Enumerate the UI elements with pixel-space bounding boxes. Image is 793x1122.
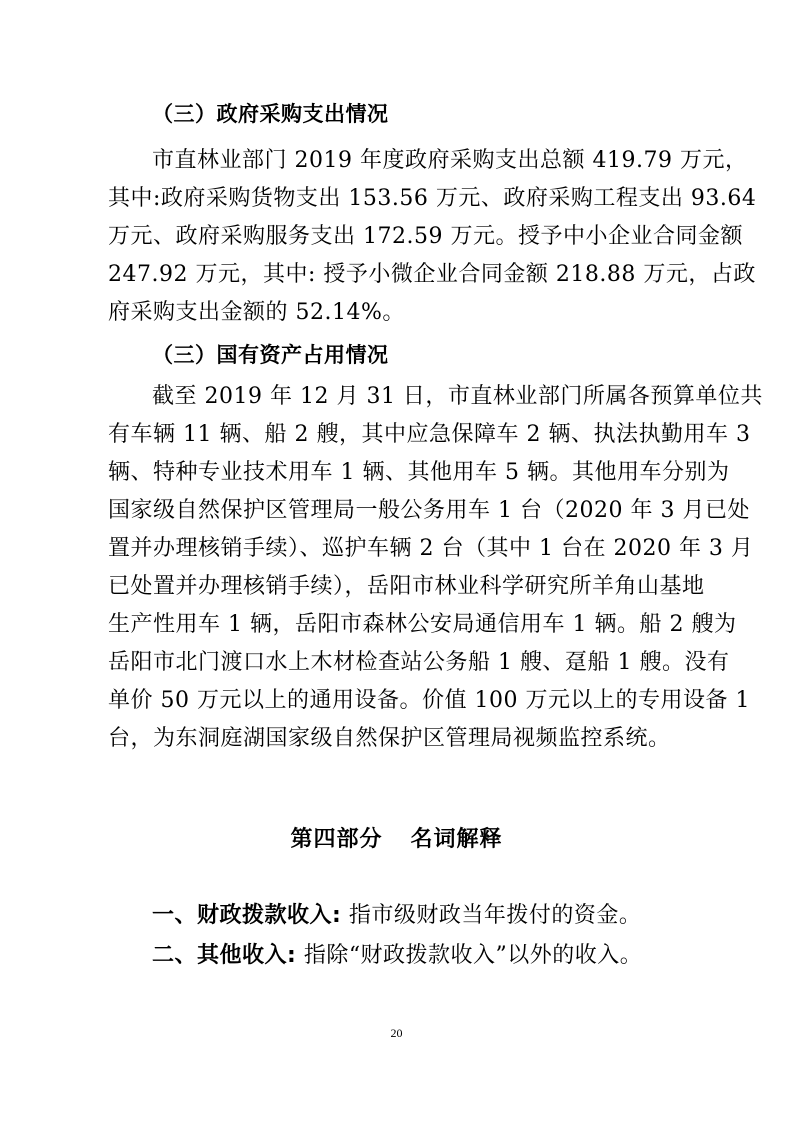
procurement-line-2: 其中:政府采购货物支出 153.56 万元、政府采购工程支出 93.64	[108, 186, 757, 211]
procurement-heading: （三）政府采购支出情况	[152, 102, 389, 126]
procurement-line-4: 247.92 万元，其中: 授予小微企业合同金额 218.88 万元，占政	[108, 262, 756, 287]
assets-line-2: 有车辆 11 辆、船 2 艘，其中应急保障车 2 辆、执法执勤用车 3	[108, 422, 751, 447]
assets-line-9: 单价 50 万元以上的通用设备。价值 100 万元以上的专用设备 1	[108, 688, 750, 713]
page-number: 20	[390, 1026, 403, 1040]
part-four-title	[0, 824, 793, 856]
assets-line-6: 已处置并办理核销手续），岳阳市林业科学研究所羊角山基地	[108, 574, 705, 599]
term-item-1	[152, 900, 730, 932]
term-label-1: 一、财政拨款收入:	[152, 903, 342, 928]
term-label-2: 二、其他收入:	[152, 943, 297, 968]
term-item-2	[152, 940, 730, 972]
assets-line-1: 截至 2019 年 12 月 31 日，市直林业部门所属各预算单位共	[152, 384, 763, 409]
term-text-2: 指除“财政拨款收入”以外的收入。	[303, 943, 643, 968]
procurement-line-5: 府采购支出金额的 52.14%。	[108, 300, 405, 325]
procurement-line-1: 市直林业部门 2019 年度政府采购支出总额 419.79 万元，	[152, 148, 748, 173]
assets-heading: （三）国有资产占用情况	[152, 343, 389, 367]
assets-line-4: 国家级自然保护区管理局一般公务用车 1 台（2020 年 3 月已处	[108, 498, 750, 523]
assets-line-3: 辆、特种专业技术用车 1 辆、其他用车 5 辆。其他用车分别为	[108, 460, 730, 485]
procurement-line-3: 万元、政府采购服务支出 172.59 万元。授予中小企业合同金额	[108, 224, 743, 249]
term-text-1: 指市级财政当年拨付的资金。	[348, 903, 642, 928]
part-four-title-left: 第四部分	[290, 827, 383, 852]
assets-line-10: 台，为东洞庭湖国家级自然保护区管理局视频监控系统。	[108, 726, 671, 751]
assets-line-7: 生产性用车 1 辆，岳阳市森林公安局通信用车 1 辆。船 2 艘为	[108, 612, 737, 637]
assets-line-8: 岳阳市北门渡口水上木材检查站公务船 1 艘、趸船 1 艘。没有	[108, 650, 730, 675]
part-four-title-right: 名词解释	[410, 827, 503, 852]
assets-line-5: 置并办理核销手续）、巡护车辆 2 台（其中 1 台在 2020 年 3 月	[108, 536, 754, 561]
